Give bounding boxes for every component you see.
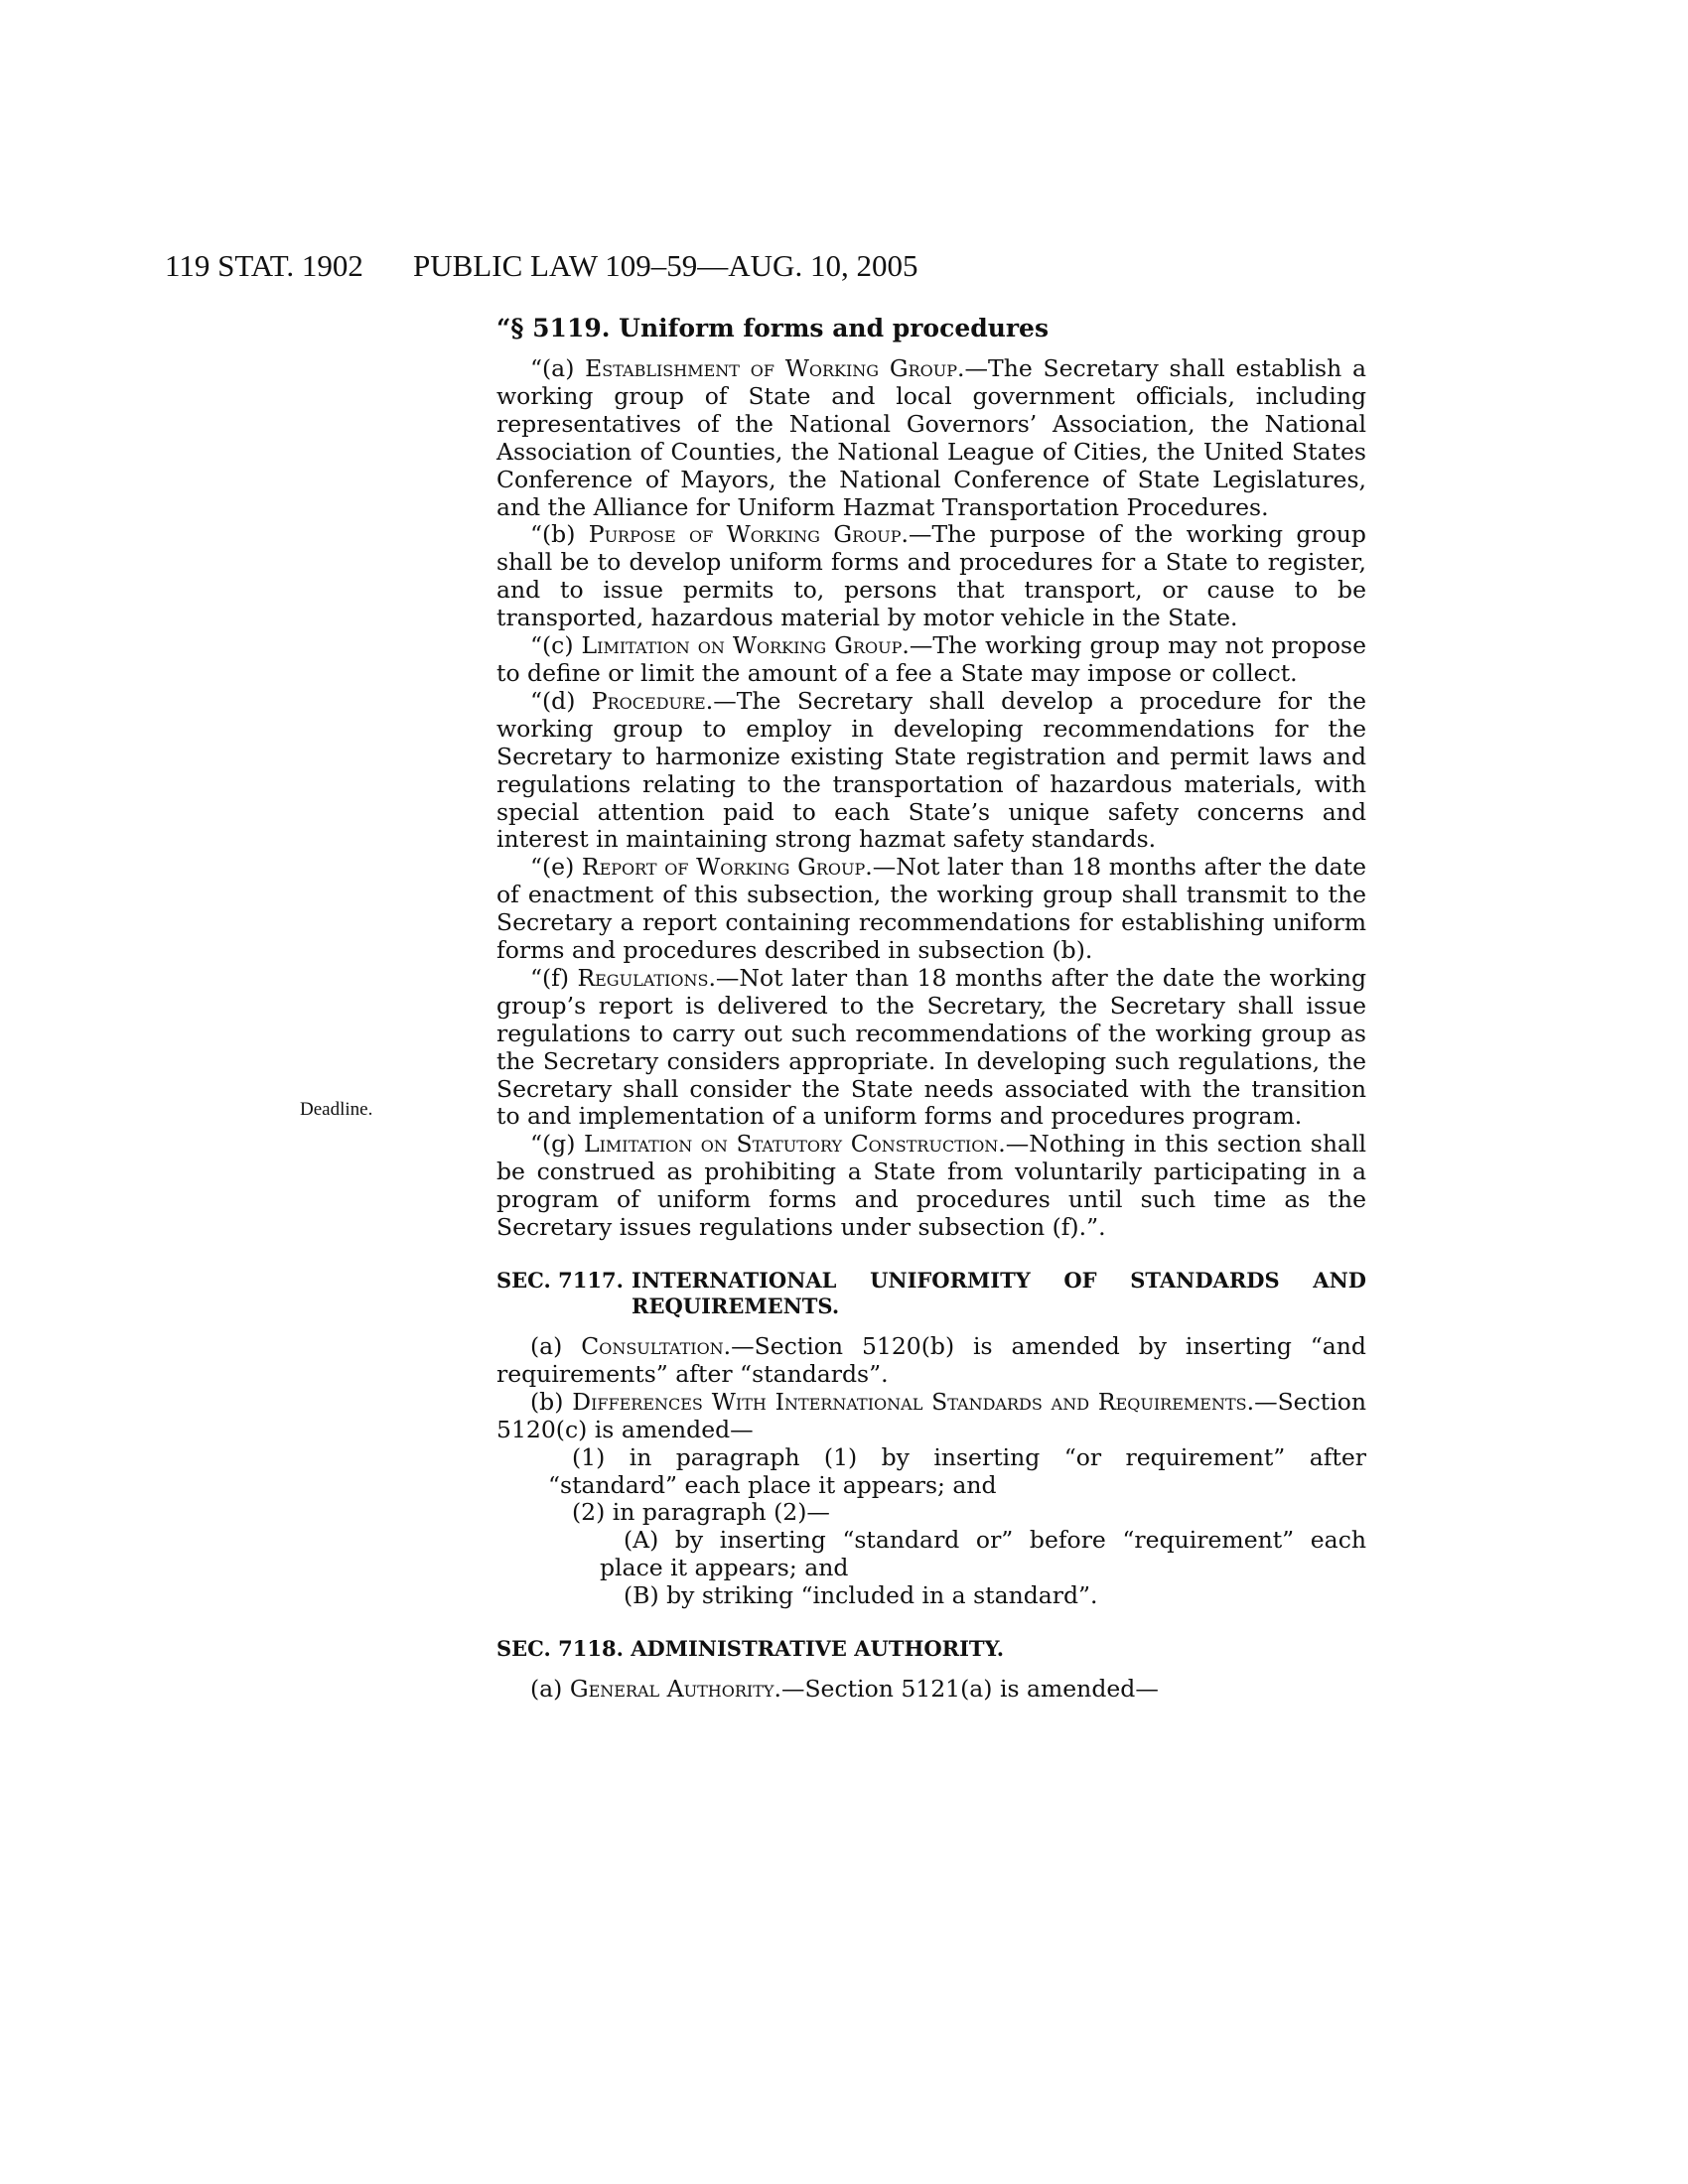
main-text	[496, 314, 1366, 1704]
subsection-caption: Report of Working Group.	[581, 853, 873, 882]
subsection-caption: Establishment of Working Group.	[585, 354, 965, 382]
margin-note-deadline: Deadline.	[300, 1099, 373, 1120]
subsection-caption: Regulations.	[577, 963, 716, 992]
subsection-a: “(a) Establishment of Working Group.—The Secretary shall establish a working group of State and local government officials, including representatives of the National Governors’ Association, the National Association of Counties, the National League of Cities, the United States Conference of Mayors, the National Conference of State Legislatures, and the Alliance for Uniform Hazmat Transportation Procedures.	[496, 354, 1367, 521]
section-5119-heading: “§ 5119. Uniform forms and procedures	[496, 314, 1050, 342]
statute-citation: 119 STAT. 1902	[165, 248, 363, 283]
subsection-caption: Purpose of Working Group.	[588, 520, 909, 549]
subsection-caption: General Authority.	[569, 1675, 781, 1704]
subsection-caption: Consultation.	[581, 1332, 732, 1360]
paragraph-2: (2) in paragraph (2)—	[572, 1498, 830, 1527]
subsection-b: “(b) Purpose of Working Group.—The purpose of the working group shall be to develop uniform forms and procedures for a State to register, and to issue permits to, persons that transport, or cause to be transported, hazardous material by motor vehicle in the State.	[496, 520, 1366, 632]
sec-7117-heading	[496, 1268, 1366, 1319]
subsection-d: “(d) Procedure.—The Secretary shall develop a procedure for the working group to employ in developing recommendations for the Secretary to harmonize existing State registration and permit laws and regulations relating to the transportation of hazardous materials, with special attention paid to each State’s unique safety concerns and interest in maintaining strong hazmat safety standards.	[496, 686, 1366, 854]
paragraph-1: (1) in paragraph (1) by inserting “or requirement” after “standard” each place it appears; and	[548, 1442, 1366, 1499]
subparagraph-B: (B) by striking “included in a standard”.	[624, 1581, 1098, 1610]
sec-7117-subsection-b: (b) Differences With International Standards and Requirements.—Section 5120(c) is amended—	[496, 1387, 1366, 1443]
subsection-caption: Procedure.	[591, 686, 714, 715]
subsection-c: “(c) Limitation on Working Group.—The working group may not propose to define or limit the amount of a fee a State may impose or collect.	[496, 631, 1366, 687]
page-header	[0, 246, 1688, 286]
public-law-citation: PUBLIC LAW 109–59—AUG. 10, 2005	[413, 248, 918, 283]
subsection-g: “(g) Limitation on Statutory Construction.—Nothing in this section shall be construed as prohibiting a State from voluntarily participating in a program of uniform forms and procedures until such time as the Secretary issues regulations under subsection (f).”.	[496, 1130, 1366, 1242]
subsection-caption: Limitation on Statutory Construction.	[583, 1130, 1006, 1159]
section-number: SEC. 7117.	[496, 1268, 624, 1293]
sec-7118-subsection-a: (a) General Authority.—Section 5121(a) is amended—	[530, 1675, 1159, 1704]
sec-7118-heading: SEC. 7118. ADMINISTRATIVE AUTHORITY.	[496, 1636, 1005, 1662]
subsection-e: “(e) Report of Working Group.—Not later than 18 months after the date of enactment of this subsection, the working group shall transmit to the Secretary a report containing recommendations for establishing uniform forms and procedures described in subsection (b).	[496, 853, 1366, 965]
sec-7117-subsection-a: (a) Consultation.—Section 5120(b) is amended by inserting “and requirements” after “standards”.	[496, 1332, 1366, 1388]
subsection-f: “(f) Regulations.—Not later than 18 months after the date the working group’s report is delivered to the Secretary, the Secretary shall issue regulations to carry out such recommendations of the working group as the Secretary considers appropriate. In developing such regulations, the Secretary shall consider the State needs associated with the transition to and implementation of a uniform forms and procedures program.	[496, 963, 1366, 1131]
subsection-caption: Limitation on Working Group.	[581, 631, 910, 660]
subparagraph-A: (A) by inserting “standard or” before “requirement” each place it appears; and	[600, 1526, 1366, 1582]
section-title: INTERNATIONAL UNIFORMITY OF STANDARDS AND REQUIREMENTS.	[632, 1268, 1366, 1318]
subsection-caption: Differences With International Standards and Requirements.	[572, 1387, 1255, 1416]
